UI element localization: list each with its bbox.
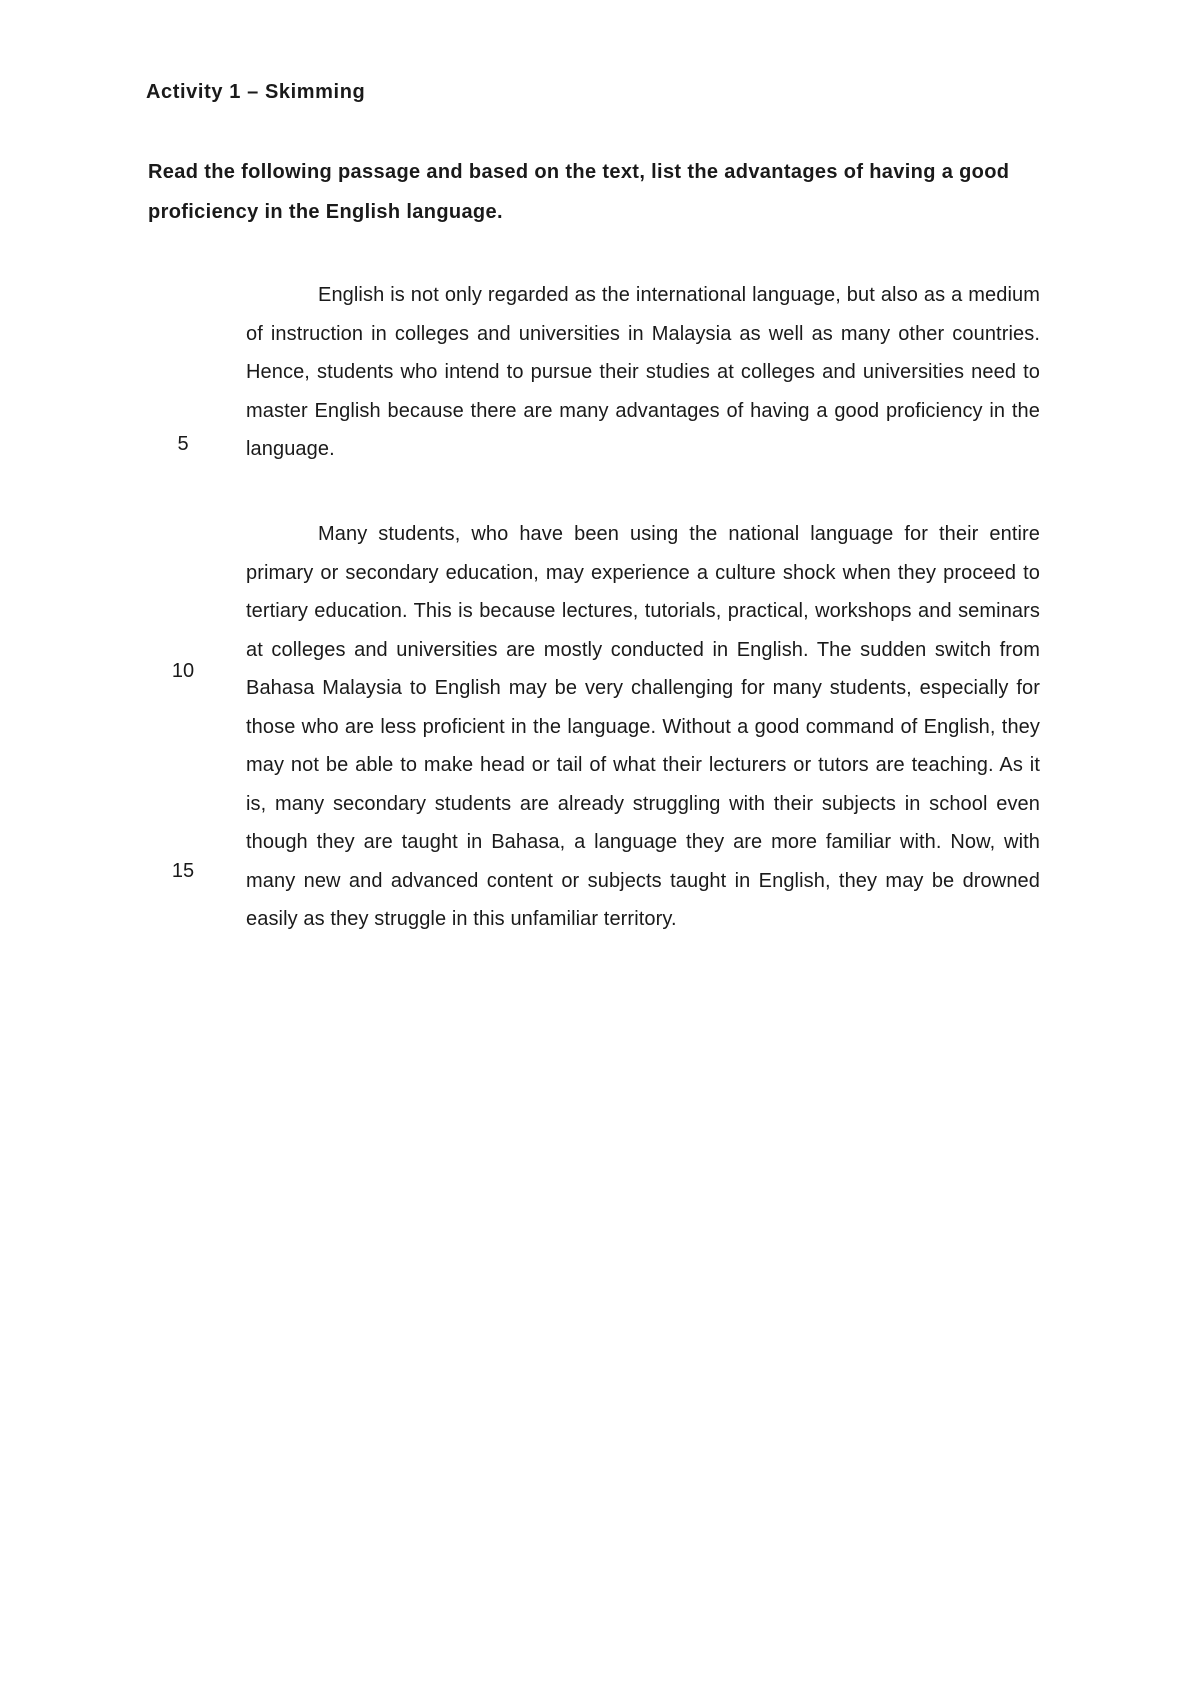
passage-paragraph-1	[246, 276, 1040, 469]
line-number-15: 15	[171, 860, 195, 882]
paragraph-1-text: English is not only regarded as the international language, but also as a medium of instruction in colleges and universities in Malaysia as well as many other countries. Hence, students who intend to pursue their studies at colleges and universities need to master English because there are many advantages of having a good proficiency in the language.	[246, 284, 1040, 460]
line-number-10: 10	[171, 660, 195, 682]
paragraph-2-text: Many students, who have been using the national language for their entire primary or secondary education, may experience a culture shock when they proceed to tertiary education. This is because lectures, tutorials, practical, workshops and seminars at colleges and universities are mostly conducted in English. The sudden switch from Bahasa Malaysia to English may be very challenging for many students, especially for those who are less proficient in the language. Without a good command of English, they may not be able to make head or tail of what their lecturers or tutors are teaching. As it is, many secondary students are already struggling with their subjects in school even though they are taught in Bahasa, a language they are more familiar with. Now, with many new and advanced content or subjects taught in English, they may be drowned easily as they struggle in this unfamiliar territory.	[246, 523, 1040, 930]
line-number-5: 5	[177, 433, 189, 455]
passage-paragraph-2	[246, 515, 1040, 939]
activity-title: Activity 1 – Skimming	[146, 81, 366, 103]
instruction-text: Read the following passage and based on the text, list the advantages of having a good proficiency in the English language.	[148, 161, 1010, 223]
